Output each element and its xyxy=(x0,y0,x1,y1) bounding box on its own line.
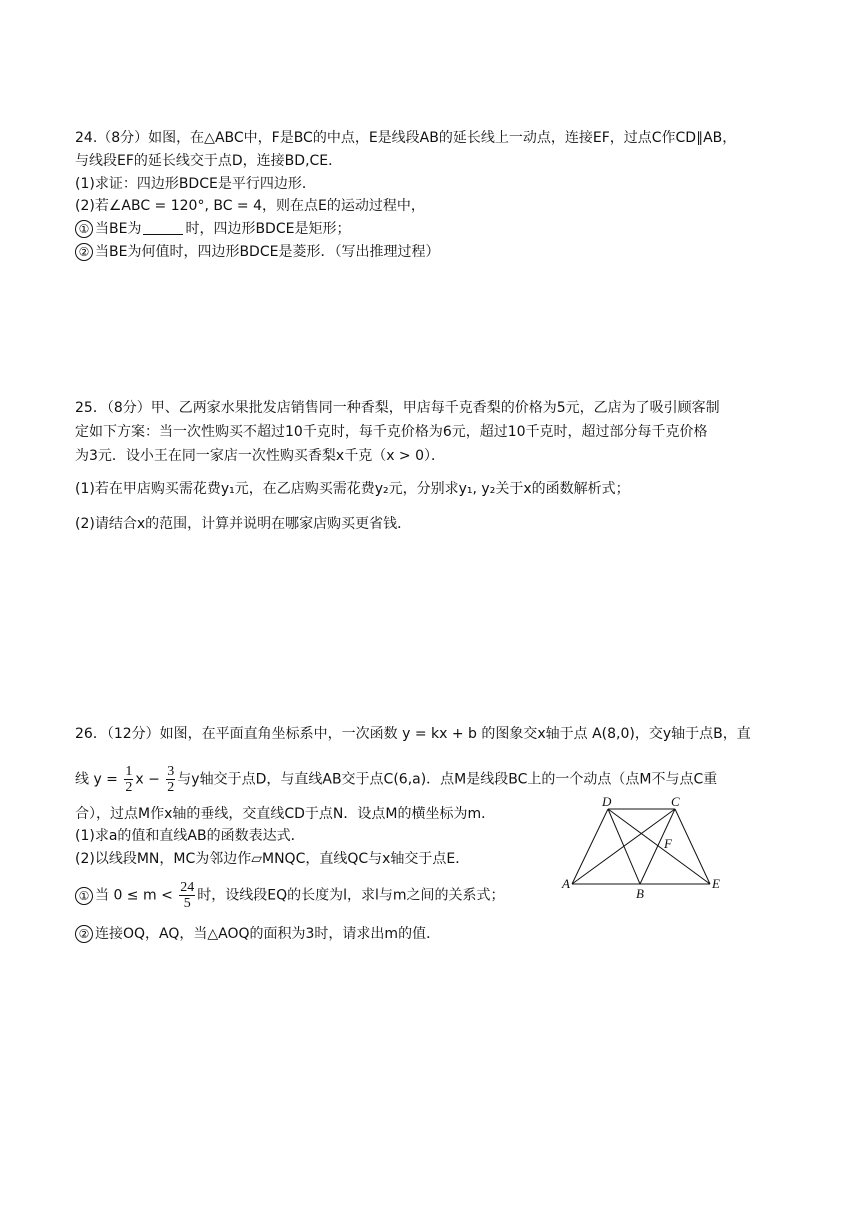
label-A: A xyxy=(562,876,570,891)
q26-line1: 26．（12分）如图，在平面直角坐标系中，一次函数 y = kx + b 的图象交x轴于点 A(8,0)，交y轴于点B，直 xyxy=(75,726,751,742)
q24-line1: 24.（8分）如图，在△ABC中，F是BC的中点，E是线段AB的延长线上一动点，连接EF，过点C作CD∥AB， xyxy=(75,130,737,146)
q26-sub1-post: 时，设线段EQ的长度为l，求l与m之间的关系式； xyxy=(197,887,505,904)
label-D: D xyxy=(602,795,612,809)
fraction-24-over-5: $\frac{24}{5}$ xyxy=(180,880,195,911)
q26-line2-mid: x − xyxy=(135,771,160,788)
q26-line2-pre: 线 y = xyxy=(75,771,118,788)
q24-sub2-text: 当BE为何值时，四边形BDCE是菱形．（写出推理过程） xyxy=(95,244,440,260)
q26-part2-sub1 xyxy=(75,880,505,911)
fraction-three-halves: $\frac{3}{2}$ xyxy=(167,764,175,795)
circled-two: ② xyxy=(75,925,93,943)
label-C: C xyxy=(671,795,680,809)
q26-line3: 合），过点M作x轴的垂线，交直线CD于点N．设点M的横坐标为m． xyxy=(75,806,496,822)
q25-line2: 定如下方案：当一次性购买不超过10千克时，每千克价格为6元，超过10千克时，超过部分每千克价格 xyxy=(75,424,708,440)
q25-line3: 为3元．设小王在同一家店一次性购买香梨x千克（x > 0）． xyxy=(75,448,446,464)
q25-part1: (1)若在甲店购买需花费y₁元，在乙店购买需花费y₂元，分别求y₁, y₂关于x的函数解析式； xyxy=(75,481,630,497)
q25-part2: (2)请结合x的范围，计算并说明在哪家店购买更省钱． xyxy=(75,516,412,532)
answer-blank[interactable] xyxy=(143,220,183,235)
label-F: F xyxy=(664,836,672,851)
q26-line2 xyxy=(75,764,717,795)
q24-part2-sub1 xyxy=(75,219,350,239)
q26-part2-sub2 xyxy=(75,924,440,944)
q24-line2: 与线段EF的延长线交于点D，连接BD,CE． xyxy=(75,153,343,169)
q26-part2: (2)以线段MN，MC为邻边作▱MNQC，直线QC与x轴交于点E． xyxy=(75,851,470,867)
q24-sub1-pre: 当BE为 xyxy=(95,221,142,237)
segment-CE xyxy=(675,809,710,884)
q25-line1: 25．（8分）甲、乙两家水果批发店销售同一种香梨，甲店每千克香梨的价格为5元，乙店为了吸引顾客制 xyxy=(75,400,720,416)
q26-sub2-text: 连接OQ，AQ，当△AOQ的面积为3时，请求出m的值． xyxy=(95,926,441,942)
q24-part1: (1)求证：四边形BDCE是平行四边形． xyxy=(75,176,316,192)
label-B: B xyxy=(636,886,644,900)
fraction-one-half: $\frac{1}{2}$ xyxy=(125,764,133,795)
segment-AD xyxy=(572,809,608,884)
circled-one: ① xyxy=(75,887,93,905)
q26-part1: (1)求a的值和直线AB的函数表达式． xyxy=(75,828,305,844)
q26-line2-post: 与y轴交于点D，与直线AB交于点C(6,a)．点M是线段BC上的一个动点（点M不与点C重 xyxy=(177,771,718,788)
q24-sub1-post: 时，四边形BDCE是矩形； xyxy=(185,221,351,237)
geometry-figure xyxy=(560,795,740,900)
q26-sub1-pre: 当 0 ≤ m < xyxy=(95,887,173,904)
circled-one: ① xyxy=(75,220,93,238)
q24-part2: (2)若∠ABC = 120°, BC = 4，则在点E的运动过程中， xyxy=(75,198,425,214)
circled-two: ② xyxy=(75,243,93,261)
q24-part2-sub2 xyxy=(75,242,439,262)
label-E: E xyxy=(712,876,720,891)
